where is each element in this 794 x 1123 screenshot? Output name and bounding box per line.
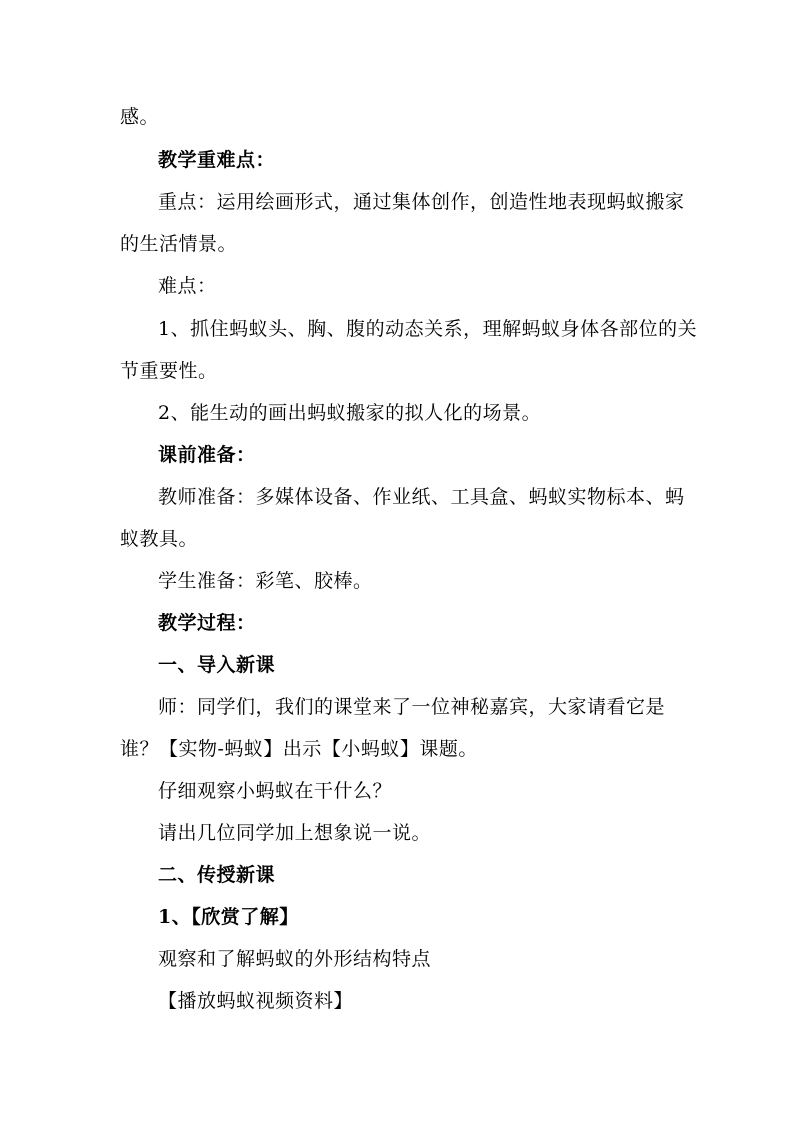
key-point-text-continued: 的生活情景。: [120, 233, 238, 255]
observation-prompt: 仔细观察小蚂蚁在干什么？: [158, 780, 393, 802]
student-preparation: 学生准备：彩笔、胶棒。: [158, 570, 373, 592]
teacher-preparation-continued: 蚁教具。: [120, 528, 199, 550]
teacher-preparation: 教师准备：多媒体设备、作业纸、工具盒、蚂蚁实物标本、蚂: [158, 486, 685, 508]
difficulty-item-1: 1、抓住蚂蚁头、胸、腹的动态关系，理解蚂蚁身体各部位的关: [158, 318, 698, 340]
teacher-dialogue-continued: 谁？【实物-蚂蚁】出示【小蚂蚁】课题。: [120, 738, 478, 760]
difficulty-label: 难点：: [158, 275, 217, 297]
step-heading-new-lesson: 二、传授新课: [158, 864, 276, 886]
key-point-text: 重点：运用绘画形式，通过集体创作，创造性地表现蚂蚁搬家: [158, 191, 685, 213]
teacher-dialogue: 师：同学们，我们的课堂来了一位神秘嘉宾，大家请看它是: [158, 696, 666, 718]
student-activity: 请出几位同学加上想象说一说。: [158, 822, 432, 844]
paragraph-continuation: 感。: [120, 106, 160, 128]
video-note: 【播放蚂蚁视频资料】: [158, 990, 354, 1012]
observation-text: 观察和了解蚂蚁的外形结构特点: [158, 948, 432, 970]
section-heading-key-difficulties: 教学重难点：: [158, 149, 276, 171]
difficulty-item-1-continued: 节重要性。: [120, 360, 218, 382]
step-heading-introduction: 一、导入新课: [158, 654, 276, 676]
difficulty-item-2: 2、能生动的画出蚂蚁搬家的拟人化的场景。: [158, 402, 542, 424]
section-heading-process: 教学过程：: [158, 612, 256, 634]
section-heading-preparation: 课前准备：: [158, 444, 256, 466]
sub-step-appreciate: 1、【欣赏了解】: [158, 906, 299, 928]
